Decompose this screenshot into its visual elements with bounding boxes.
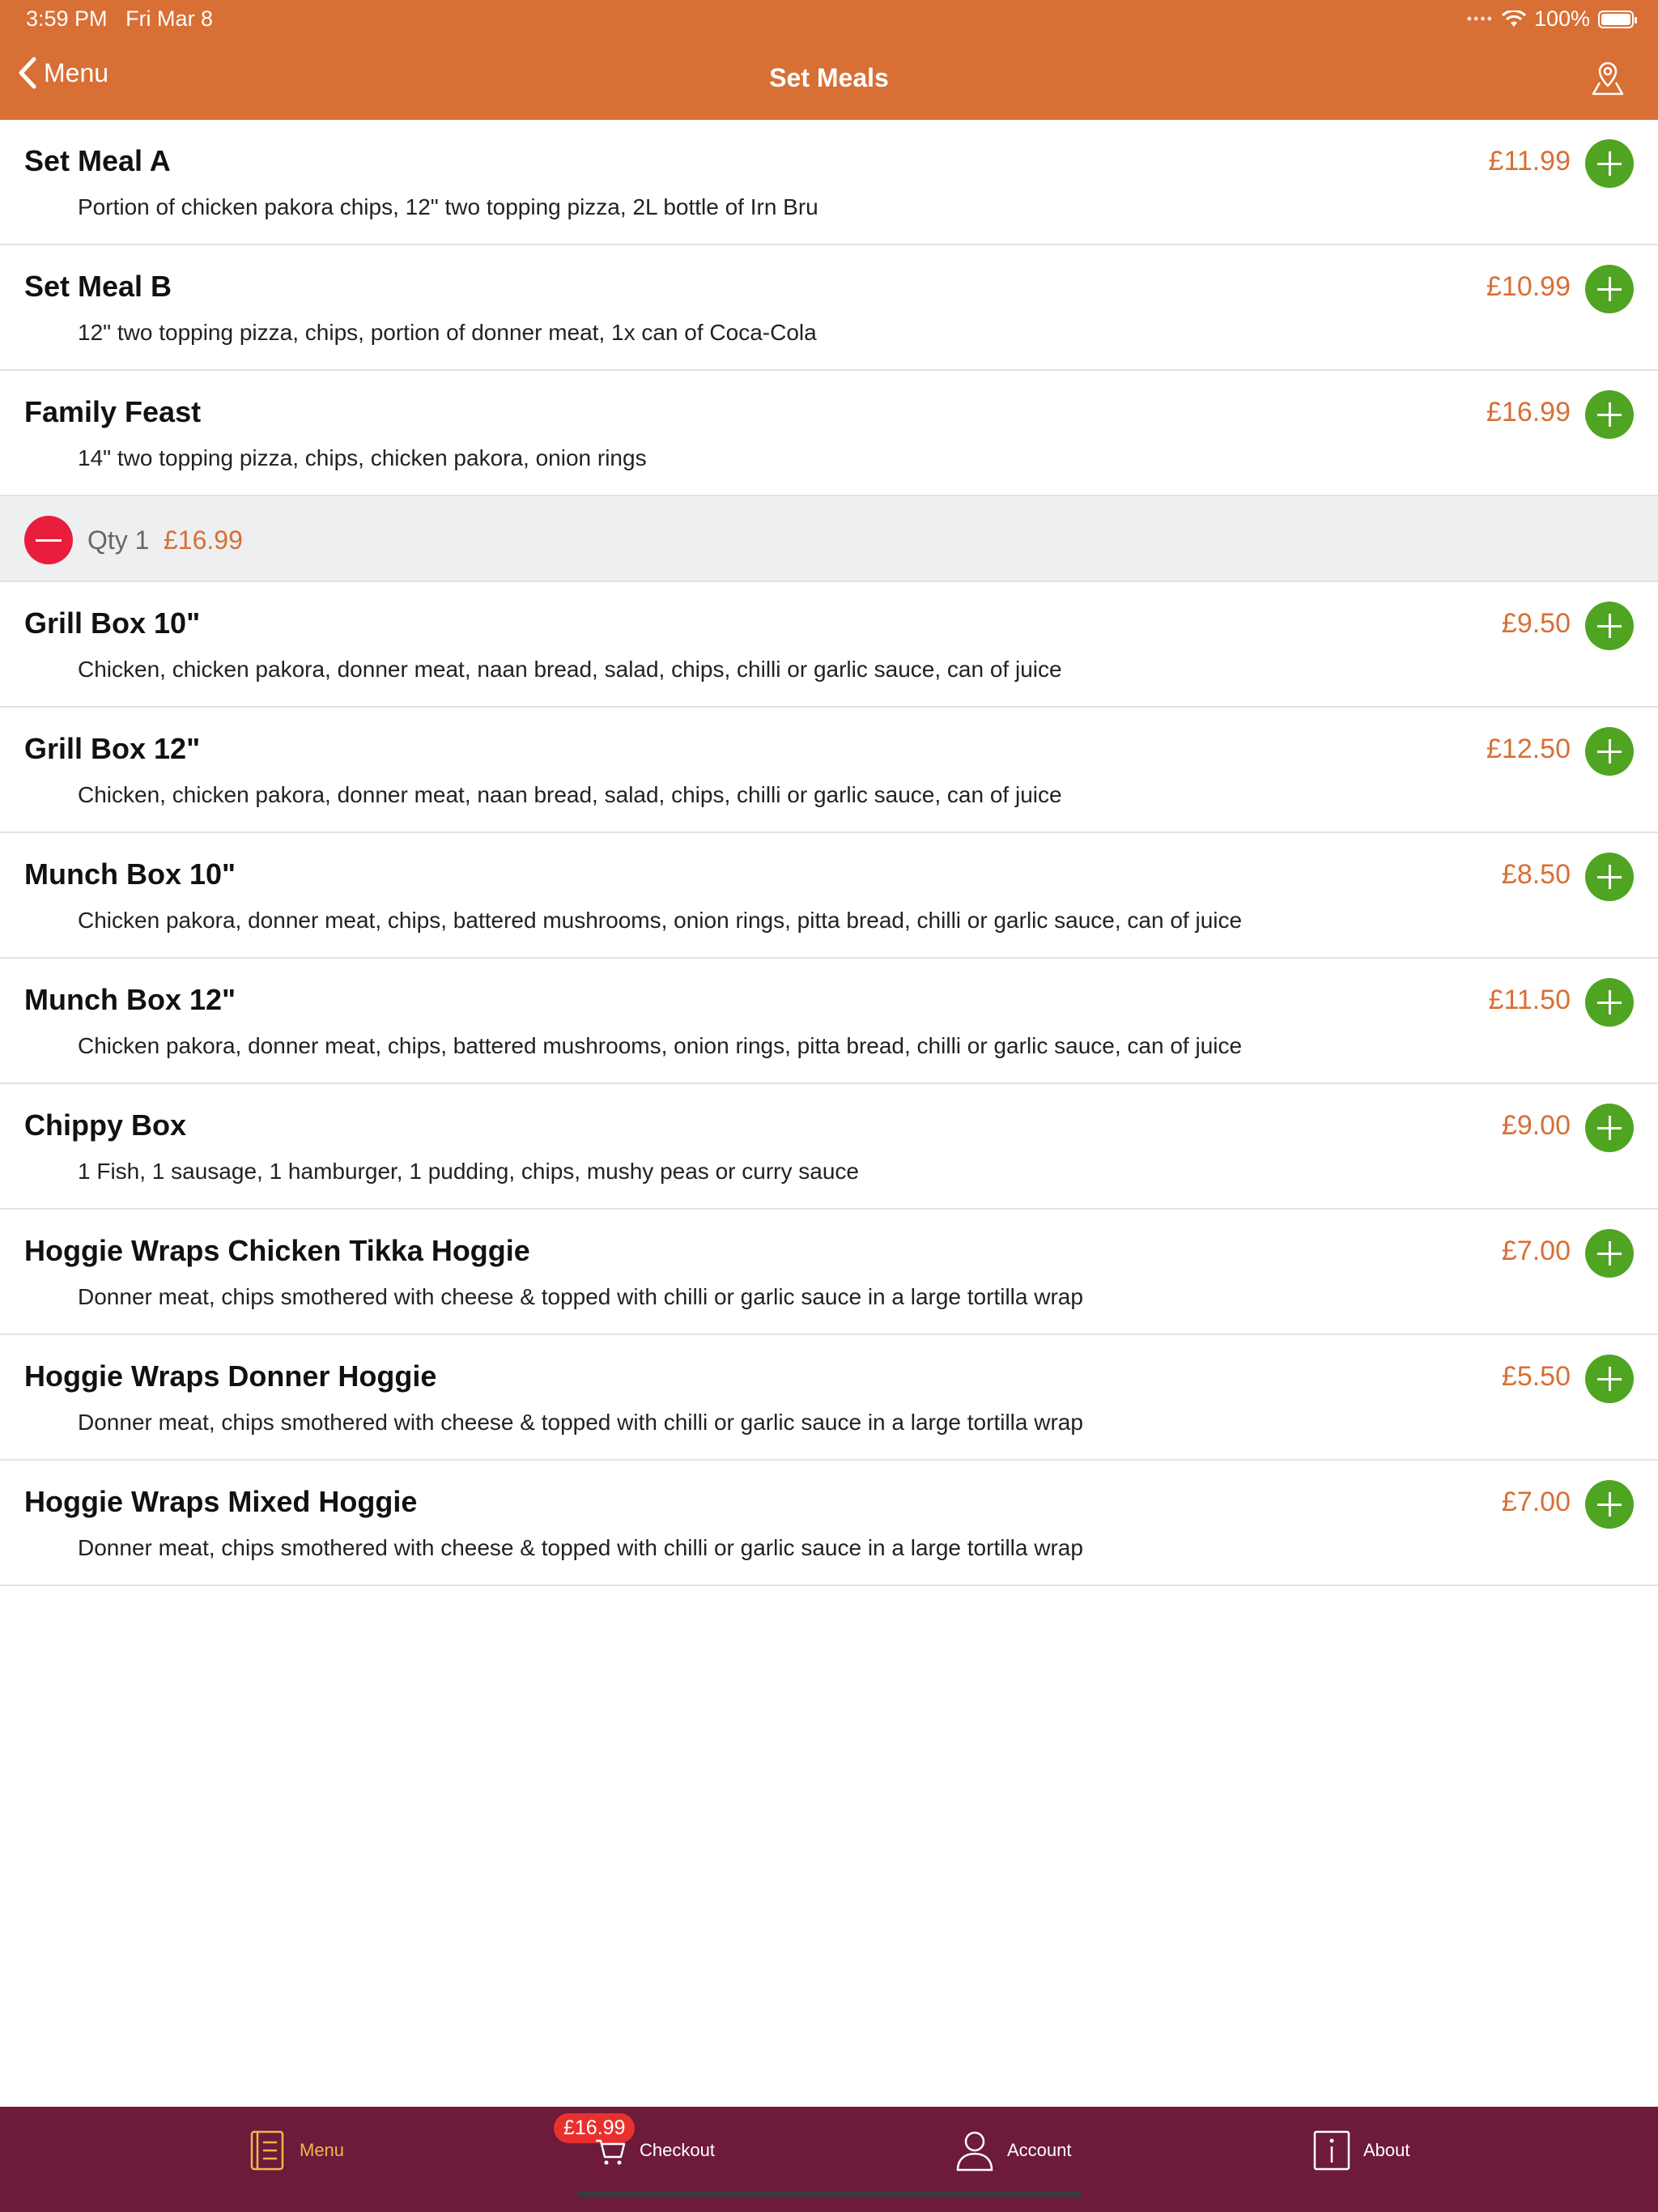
item-price: £12.50 <box>1486 734 1571 764</box>
item-name: Munch Box 12" <box>24 983 236 1016</box>
item-price: £9.50 <box>1501 608 1571 639</box>
item-name: Munch Box 10" <box>24 857 236 891</box>
quantity-label: Qty 1 <box>87 525 150 555</box>
quantity-row <box>0 496 1658 582</box>
tab-account-label: Account <box>1007 2140 1072 2160</box>
item-name: Hoggie Wraps Mixed Hoggie <box>24 1485 418 1518</box>
add-button[interactable] <box>1585 390 1634 439</box>
map-location-button[interactable] <box>1590 60 1626 97</box>
list-item[interactable] <box>0 959 1658 1084</box>
add-button[interactable] <box>1585 1355 1634 1403</box>
add-button[interactable] <box>1585 602 1634 650</box>
info-icon <box>1313 2130 1350 2171</box>
tab-account[interactable] <box>955 2126 1072 2175</box>
tab-about-label: About <box>1363 2140 1410 2160</box>
status-clock: 3:59 PM <box>26 6 108 31</box>
page-title: Set Meals <box>769 63 889 92</box>
item-description: 14" two topping pizza, chips, chicken pakora, onion rings <box>78 445 647 470</box>
list-item[interactable] <box>0 1084 1658 1210</box>
tab-menu[interactable] <box>248 2126 344 2175</box>
tab-checkout[interactable] <box>594 2126 715 2175</box>
status-right <box>1467 6 1634 32</box>
home-indicator <box>576 2191 1082 2197</box>
item-name: Hoggie Wraps Donner Hoggie <box>24 1359 437 1393</box>
item-description: Portion of chicken pakora chips, 12" two topping pizza, 2L bottle of Irn Bru <box>78 194 818 219</box>
item-description: Donner meat, chips smothered with cheese & topped with chilli or garlic sauce in a large tortilla wrap <box>78 1284 1083 1309</box>
tab-menu-label: Menu <box>300 2140 345 2160</box>
item-description: Chicken, chicken pakora, donner meat, naan bread, salad, chips, chilli or garlic sauce, can of juice <box>78 657 1062 682</box>
battery-icon <box>1598 11 1634 28</box>
list-item[interactable] <box>0 1461 1658 1586</box>
add-button[interactable] <box>1585 853 1634 901</box>
item-description: Chicken pakora, donner meat, chips, battered mushrooms, onion rings, pitta bread, chilli or garlic sauce, can of juice <box>78 908 1243 933</box>
tab-checkout-label: Checkout <box>640 2140 715 2160</box>
menu-book-icon <box>248 2129 287 2172</box>
checkout-total-badge: £16.99 <box>554 2113 635 2143</box>
item-description: Donner meat, chips smothered with cheese & topped with chilli or garlic sauce in a large tortilla wrap <box>78 1535 1083 1560</box>
item-price: £10.99 <box>1486 271 1571 302</box>
list-item[interactable] <box>0 708 1658 833</box>
user-icon <box>955 2129 994 2172</box>
item-name: Grill Box 10" <box>24 606 201 640</box>
list-item[interactable] <box>0 582 1658 708</box>
add-button[interactable] <box>1585 139 1634 188</box>
add-button[interactable] <box>1585 1480 1634 1529</box>
add-button[interactable] <box>1585 265 1634 313</box>
item-description: Donner meat, chips smothered with cheese & topped with chilli or garlic sauce in a large tortilla wrap <box>78 1410 1083 1435</box>
quantity-price: £16.99 <box>164 525 243 555</box>
item-name: Set Meal A <box>24 144 171 177</box>
list-item[interactable] <box>0 833 1658 959</box>
item-name: Chippy Box <box>24 1108 187 1142</box>
item-price: £11.50 <box>1488 985 1571 1015</box>
wifi-icon <box>1502 11 1526 28</box>
item-price: £16.99 <box>1486 397 1571 428</box>
status-date: Fri Mar 8 <box>125 6 214 31</box>
item-description: 12" two topping pizza, chips, portion of donner meat, 1x can of Coca-Cola <box>78 320 817 345</box>
list-item[interactable] <box>0 371 1658 496</box>
item-name: Hoggie Wraps Chicken Tikka Hoggie <box>24 1234 530 1267</box>
item-description: Chicken pakora, donner meat, chips, battered mushrooms, onion rings, pitta bread, chilli or garlic sauce, can of juice <box>78 1033 1243 1058</box>
add-button[interactable] <box>1585 727 1634 776</box>
map-pin-icon <box>1590 60 1626 97</box>
item-price: £8.50 <box>1501 859 1571 890</box>
tab-about[interactable] <box>1313 2126 1410 2175</box>
item-price: £7.00 <box>1501 1487 1571 1517</box>
item-price: £9.00 <box>1501 1110 1571 1141</box>
item-name: Family Feast <box>24 395 202 428</box>
list-item[interactable] <box>0 1335 1658 1461</box>
list-item[interactable] <box>0 120 1658 245</box>
item-name: Set Meal B <box>24 270 172 303</box>
list-item[interactable] <box>0 1210 1658 1335</box>
cart-icon <box>594 2134 627 2167</box>
status-time <box>26 6 213 32</box>
item-price: £5.50 <box>1501 1361 1571 1392</box>
item-price: £11.99 <box>1488 146 1571 177</box>
signal-icon: •••• <box>1466 11 1494 27</box>
battery-percent: 100% <box>1533 6 1590 31</box>
add-button[interactable] <box>1585 1104 1634 1152</box>
set-meals-list <box>0 120 1658 1586</box>
add-button[interactable] <box>1585 978 1634 1027</box>
back-label: Menu <box>44 57 109 87</box>
remove-button[interactable] <box>24 516 73 564</box>
item-name: Grill Box 12" <box>24 732 201 765</box>
add-button[interactable] <box>1585 1229 1634 1278</box>
list-item[interactable] <box>0 245 1658 371</box>
item-description: Chicken, chicken pakora, donner meat, naan bread, salad, chips, chilli or garlic sauce, can of juice <box>78 782 1062 807</box>
top-bar <box>0 0 1658 120</box>
item-description: 1 Fish, 1 sausage, 1 hamburger, 1 pudding, chips, mushy peas or curry sauce <box>78 1159 859 1184</box>
item-price: £7.00 <box>1501 1236 1571 1266</box>
